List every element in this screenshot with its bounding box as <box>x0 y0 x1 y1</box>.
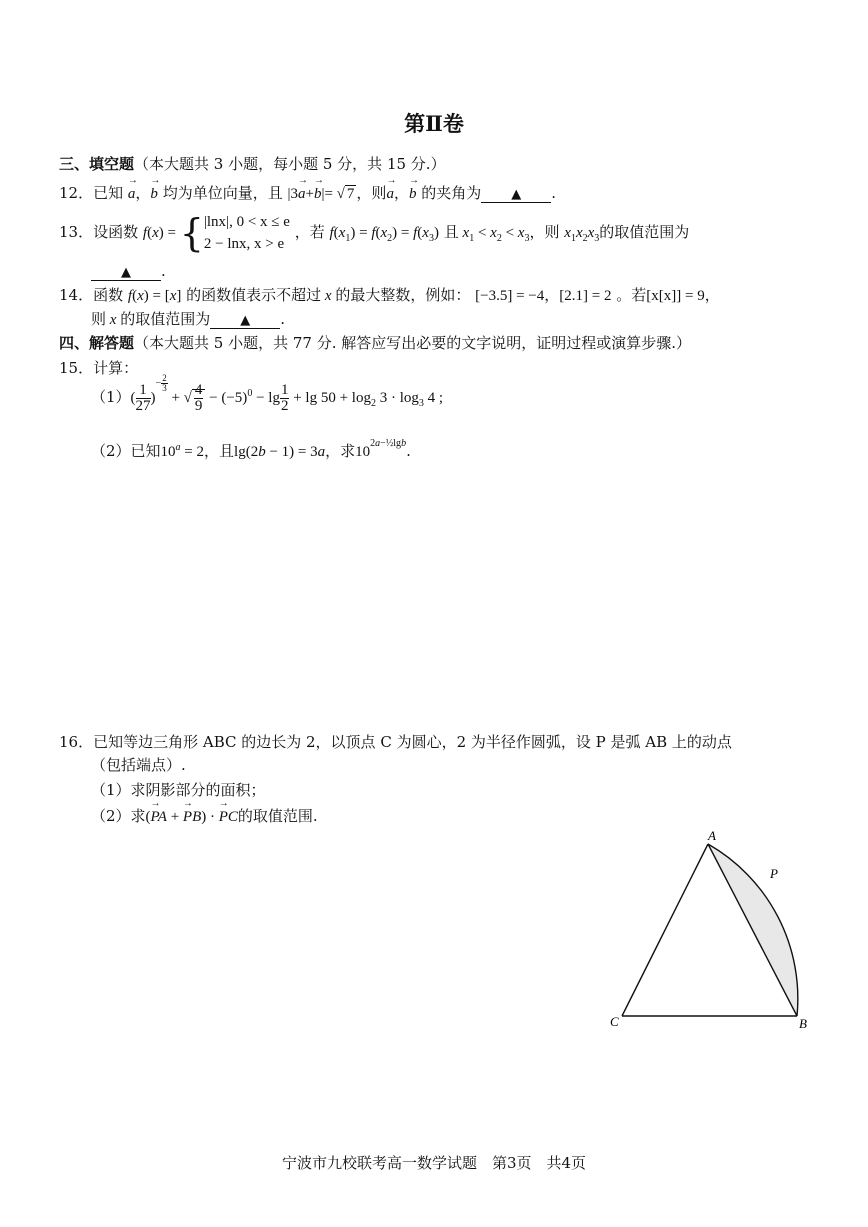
vertex-label-a: A <box>708 828 716 843</box>
q13-order: $x_1 < x_2 < x_3$ <box>462 225 530 244</box>
question-number: 15． <box>59 359 94 377</box>
q15-label: 计算： <box>93 359 139 377</box>
q15-expression: ( $\frac{1}{27}$ )$^{- \frac{2}{3}}$ + √ $\frac{4}{9}$ − $(-5)^0 - \lg$ $\frac{1}{2}$ + $\lg 50 + \log_2 3 \cdot \log_3 4$ ; <box>130 373 444 414</box>
q14-text: 的最大整数，例如： <box>335 286 471 304</box>
q12-text: ，则 <box>356 184 387 202</box>
q14-function: f(x) = [x] <box>127 288 182 304</box>
question-number: 12． <box>59 184 94 202</box>
q15-given-1: $10^a = 2$ <box>160 442 205 460</box>
part-label: （2）已知 <box>91 442 161 460</box>
part-label: （2）求 <box>91 807 146 825</box>
q14-text: 。若 <box>616 286 647 304</box>
section-3-heading <box>59 153 446 174</box>
question-14: 14．函数 f(x) = [x] 的函数值表示不超过 x 的最大整数，例如： [−3.5] = −4，[2.1] = 2 。若[x[x]] = 9， <box>59 286 720 304</box>
q13-text: 设函数 <box>93 223 139 241</box>
vector-a: → a <box>128 186 136 203</box>
part-label: （1） <box>91 387 131 406</box>
q16-line-2: （包括端点）. <box>91 756 186 774</box>
example-2: [2.1] = 2 <box>559 288 612 304</box>
q13-function: f(x) = <box>142 225 180 241</box>
section-4-note: （本大题共 5 小题，共 77 分. 解答应写出必要的文字说明，证明过程或演算步骤.） <box>134 334 692 352</box>
question-16 <box>59 731 732 752</box>
q16-part-1: （1）求阴影部分的面积； <box>91 781 266 799</box>
question-number: 13． <box>59 223 94 241</box>
q12-text: 的夹角为 <box>421 184 482 202</box>
var-x: x <box>321 288 336 304</box>
answer-blank[interactable]: ▲ <box>210 314 280 329</box>
q13-text: ，若 <box>294 223 325 241</box>
point-label-p: P <box>770 866 778 881</box>
period: . <box>406 442 411 460</box>
q12-text: ， <box>393 184 409 202</box>
q16-text: 已知等边三角形 ABC 的边长为 2，以顶点 C 为圆心，2 为半径作圆弧，设 P 是弧 AB 上的动点 <box>93 733 732 751</box>
vertex-label-b: B <box>799 1016 807 1031</box>
triangle-arc-figure <box>600 825 830 1040</box>
answer-blank[interactable]: ▲ <box>91 266 161 281</box>
q12-text: ， <box>135 184 151 202</box>
question-number: 16． <box>59 733 94 751</box>
q12-text: 均为单位向量，且 <box>162 184 283 202</box>
var-x: x <box>106 312 121 328</box>
answer-blank[interactable]: ▲ <box>481 188 551 203</box>
q14-line-2 <box>91 308 285 329</box>
question-13 <box>59 210 689 261</box>
q13-text: 的取值范围为 <box>599 223 690 241</box>
section-3-label: 三、填空题 <box>59 155 135 173</box>
q12-formula: |3→ a+→ b|= √ 7 <box>287 186 356 202</box>
q15-text: ，且 <box>204 442 235 460</box>
q15-part-1 <box>91 373 444 414</box>
q13-product: $x_1x_2x_3$ <box>564 225 600 244</box>
section-3-note: （本大题共 3 小题，每小题 5 分，共 15 分.） <box>134 155 446 173</box>
q15-given-2: lg(2b − 1) = 3a <box>234 444 326 460</box>
side-ca <box>622 844 708 1016</box>
q16-expression: (→ PA + → PB) · → PC <box>146 809 238 825</box>
q15-part-2 <box>91 440 411 461</box>
question-number: 14． <box>59 286 94 304</box>
q14-text: 则 <box>91 310 107 328</box>
page-title: 第Ⅱ卷 <box>404 111 464 136</box>
case-2: 2 − lnx, x > e <box>203 236 285 252</box>
vector-b: → b <box>409 186 417 203</box>
q15-text: ，求 <box>325 442 356 460</box>
q15-target: $10^{2a-\frac{1}{2}lgb}$ <box>355 438 407 460</box>
q14-text: 函数 <box>93 286 124 304</box>
vertex-label-c: C <box>610 1014 619 1029</box>
q14-text: 的取值范围为 <box>120 310 211 328</box>
q13-condition: $f(x_1) = f(x_2) = f(x_3)$ <box>329 225 439 244</box>
q16-part-2 <box>91 805 318 826</box>
q13-text: ，则 <box>529 223 560 241</box>
vector-a: → a <box>386 186 394 203</box>
q12-text: 已知 <box>93 184 124 202</box>
q14-condition: [x[x]] = 9 <box>646 288 705 304</box>
question-12 <box>59 182 556 203</box>
period: . <box>161 262 166 280</box>
q14-text: 的函数值表示不超过 <box>186 286 322 304</box>
period: . <box>280 310 285 328</box>
section-4-label: 四、解答题 <box>59 334 135 352</box>
piecewise-cases <box>204 211 290 255</box>
q16-text: 的取值范围. <box>237 807 318 825</box>
case-1: |lnx|, 0 < x ≤ e <box>203 214 290 230</box>
period: . <box>551 184 557 202</box>
page-footer: 宁波市九校联考高一数学试题 第3页 共4页 <box>281 1154 587 1172</box>
vector-b: → b <box>150 186 158 203</box>
q13-answer-line <box>91 262 166 281</box>
q13-text: 且 <box>443 223 459 241</box>
left-brace: { <box>179 211 204 255</box>
question-15 <box>59 357 138 378</box>
example-1: [−3.5] = −4 <box>475 288 545 304</box>
section-4-heading <box>59 332 691 353</box>
